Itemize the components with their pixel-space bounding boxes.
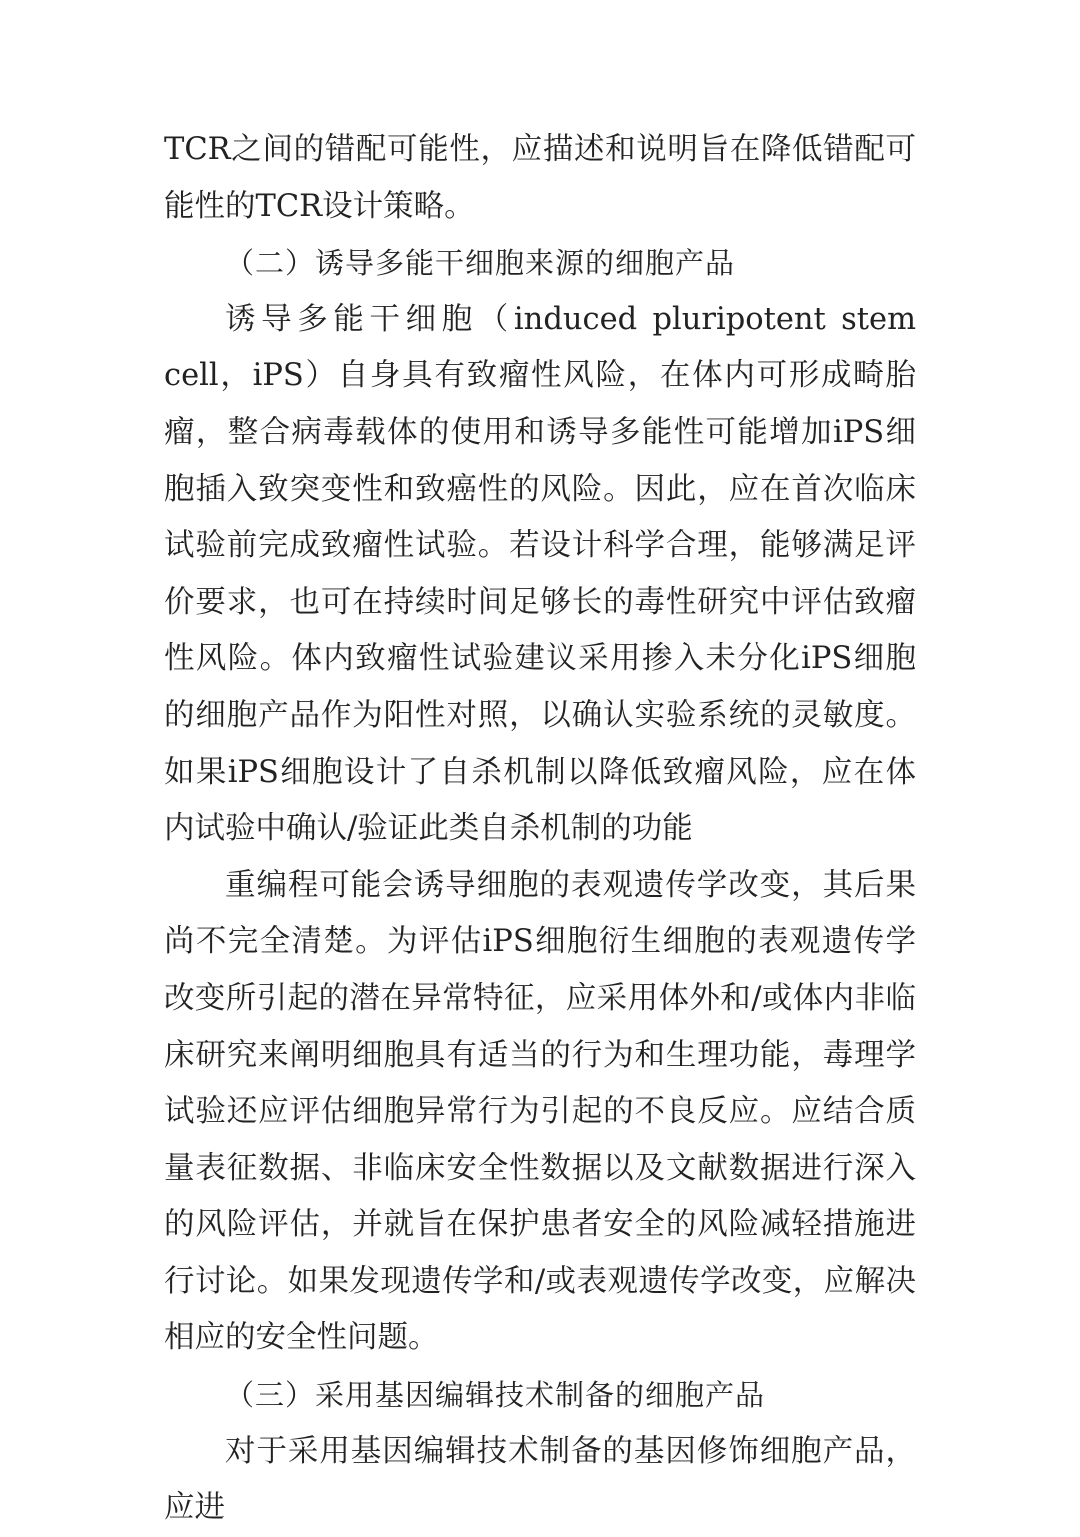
document-body xyxy=(164,122,916,1537)
section-heading-gene-editing: （三）采用基因编辑技术制备的细胞产品 xyxy=(225,1378,766,1413)
paragraph-tcr-continuation: TCR之间的错配可能性，应描述和说明旨在降低错配可能性的TCR设计策略。 xyxy=(164,132,916,224)
paragraph-gene-editing-intro: 对于采用基因编辑技术制备的基因修饰细胞产品，应进 xyxy=(164,1433,916,1526)
paragraph-reprogramming-epigenetics: 重编程可能会诱导细胞的表观遗传学改变，其后果尚不完全清楚。为评估iPS细胞衍生细胞的表观遗传学改变所引起的潜在异常特征，应采用体外和/或体内非临床研究来阐明细胞具有适当的行为和生理功能，毒理学试验还应评估细胞异常行为引起的不良反应。应结合质量表征数据、非临床安全性数据以及文献数据进行深入的风险评估，并就旨在保护患者安全的风险减轻措施进行讨论。如果发现遗传学和/或表观遗传学改变，应解决相应的安全性问题。 xyxy=(164,867,916,1356)
paragraph-ips-tumorigenicity: 诱导多能干细胞（induced pluripotent stem cell，iPS）自身具有致瘤性风险，在体内可形成畸胎瘤，整合病毒载体的使用和诱导多能性可能增加iPS细胞插入致突变性和致癌性的风险。因此，应在首次临床试验前完成致瘤性试验。若设计科学合理，能够满足评价要求，也可在持续时间足够长的毒性研究中评估致瘤性风险。体内致瘤性试验建议采用掺入未分化iPS细胞的细胞产品作为阳性对照，以确认实验系统的灵敏度。如果iPS细胞设计了自杀机制以降低致瘤风险，应在体内试验中确认/验证此类自杀机制的功能 xyxy=(164,301,916,847)
section-heading-ips: （二）诱导多能干细胞来源的细胞产品 xyxy=(225,246,736,281)
